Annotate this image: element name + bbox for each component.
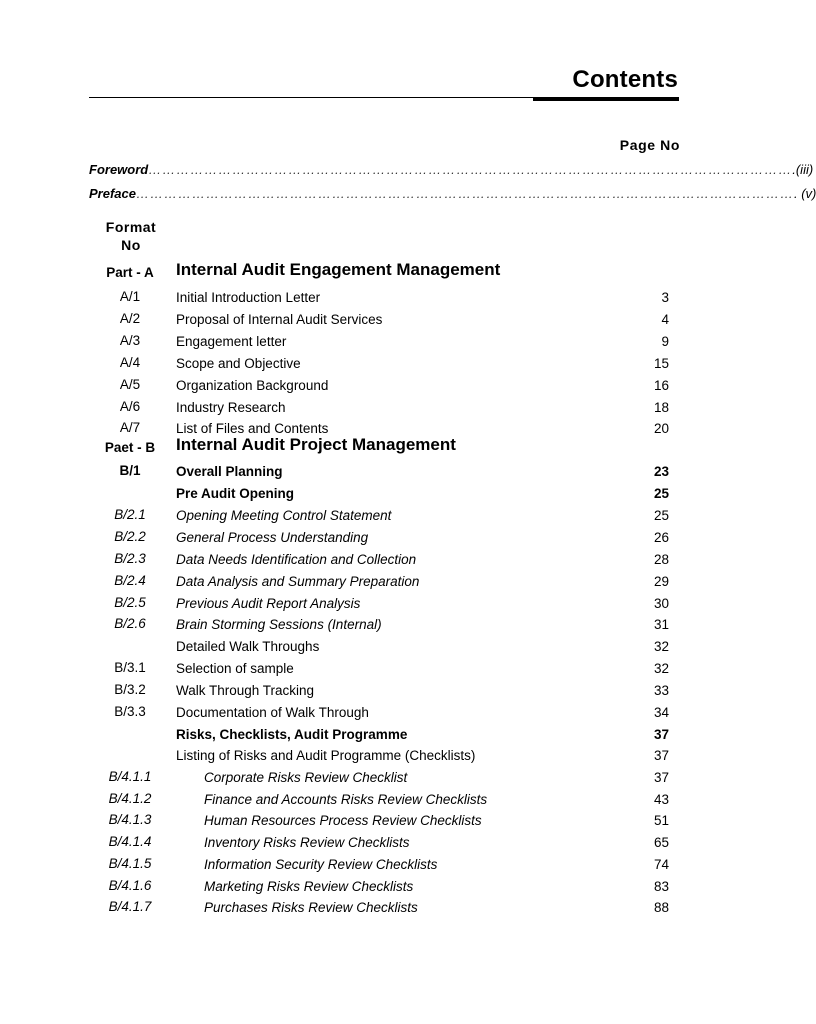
entry-title: Selection of sample (176, 661, 294, 676)
entry-title: Engagement letter (176, 334, 287, 349)
entry-title: Human Resources Process Review Checklists (204, 813, 482, 828)
format-code: B/2.2 (114, 529, 146, 544)
format-code: B/4.1.5 (108, 856, 152, 871)
toc-entry[interactable] (89, 311, 669, 332)
format-code: B/4.1.1 (108, 769, 152, 784)
entry-title: Initial Introduction Letter (176, 290, 321, 305)
format-code: B/3.3 (114, 704, 146, 719)
entry-title: Overall Planning (176, 464, 283, 479)
entry-page-number: 74 (653, 857, 669, 872)
format-code: A/7 (119, 420, 141, 435)
toc-entry[interactable] (89, 638, 669, 659)
format-code: B/4.1.7 (108, 899, 152, 914)
toc-entry[interactable] (89, 463, 669, 484)
entry-page-number: 3 (661, 290, 669, 305)
entry-page-number: 88 (653, 900, 669, 915)
entry-title: Risks, Checklists, Audit Programme (176, 727, 408, 742)
page-title: Contents (572, 66, 678, 93)
entry-title: Opening Meeting Control Statement (176, 508, 392, 523)
toc-entry[interactable] (89, 812, 669, 833)
entry-page-number: 30 (653, 596, 669, 611)
toc-entry[interactable] (89, 704, 669, 725)
format-code: B/4.1.3 (108, 812, 152, 827)
entry-title: Internal Audit Engagement Management (176, 260, 501, 279)
entry-page-number: 51 (653, 813, 669, 828)
toc-section-heading[interactable] (89, 435, 669, 461)
entry-page-number: 37 (653, 748, 669, 763)
entry-title: Proposal of Internal Audit Services (176, 312, 383, 327)
format-code: B/2.5 (114, 595, 146, 610)
entry-title: Marketing Risks Review Checklists (204, 879, 414, 894)
entry-title: List of Files and Contents (176, 421, 329, 436)
entry-title: Organization Background (176, 378, 329, 393)
entry-title: Internal Audit Project Management (176, 435, 456, 454)
entry-title: Brain Storming Sessions (Internal) (176, 617, 382, 632)
entry-title: Industry Research (176, 400, 286, 415)
toc-entry[interactable] (89, 769, 669, 790)
toc-entry[interactable] (89, 289, 669, 310)
toc-entry[interactable] (89, 616, 669, 637)
entry-page-number: 37 (653, 770, 669, 785)
entry-page-number: 65 (653, 835, 669, 850)
toc-entry[interactable] (89, 682, 669, 703)
format-code: B/4.1.6 (108, 878, 152, 893)
entry-title: Scope and Objective (176, 356, 301, 371)
entry-title: General Process Understanding (176, 530, 369, 545)
entry-page-number: 16 (653, 378, 669, 393)
toc-entry[interactable] (89, 399, 669, 420)
entry-page-number: 43 (653, 792, 669, 807)
format-code: B/4.1.2 (108, 791, 152, 806)
toc-entry[interactable] (89, 573, 669, 594)
entry-title: Data Analysis and Summary Preparation (176, 574, 420, 589)
entry-title: Inventory Risks Review Checklists (204, 835, 410, 850)
toc-entry[interactable] (89, 899, 669, 920)
format-code: A/3 (119, 333, 141, 348)
entry-page-number: 33 (653, 683, 669, 698)
format-no-header-line2: No (121, 237, 141, 253)
toc-entry[interactable] (89, 595, 669, 616)
entry-title: Detailed Walk Throughs (176, 639, 320, 654)
entry-title: Corporate Risks Review Checklist (204, 770, 408, 785)
toc-entry[interactable] (89, 507, 669, 528)
page-no-header: Page No (619, 137, 680, 153)
toc-entry[interactable] (89, 791, 669, 812)
format-code: B/3.2 (114, 682, 146, 697)
format-code: Paet - B (104, 440, 156, 455)
front-matter-entry-preface[interactable] (89, 186, 816, 204)
entry-page-number: 18 (653, 400, 669, 415)
format-no-header-line1: Format (105, 219, 157, 235)
entry-title: Previous Audit Report Analysis (176, 596, 361, 611)
toc-entry[interactable] (89, 726, 669, 747)
title-underline-accent (533, 98, 679, 101)
toc-entry[interactable] (89, 551, 669, 572)
format-code: A/1 (119, 289, 141, 304)
entry-title: Finance and Accounts Risks Review Checklists (204, 792, 488, 807)
entry-page-number: 32 (653, 639, 669, 654)
entry-page: .(iii) (792, 162, 814, 177)
front-matter-entry-foreword[interactable] (89, 162, 814, 180)
leader-dots: …………………………………………………………………………………………………………………………… (135, 186, 794, 201)
format-code: A/5 (119, 377, 141, 392)
format-code: A/2 (119, 311, 141, 326)
entry-page: . (v) (793, 186, 816, 201)
entry-title: Purchases Risks Review Checklists (204, 900, 418, 915)
entry-page-number: 31 (653, 617, 669, 632)
toc-section-heading[interactable] (89, 260, 669, 286)
entry-label: Foreword (89, 162, 149, 177)
format-code: B/2.4 (114, 573, 146, 588)
toc-entry[interactable] (89, 878, 669, 899)
entry-title: Data Needs Identification and Collection (176, 552, 417, 567)
entry-page-number: 37 (653, 727, 669, 742)
leader-dots: ………………………………………………………………………………………………………………………… (148, 162, 793, 177)
entry-label: Preface (89, 186, 136, 201)
entry-page-number: 25 (653, 508, 669, 523)
entry-page-number: 23 (653, 464, 669, 479)
toc-entry[interactable] (89, 377, 669, 398)
entry-title: Information Security Review Checklists (204, 857, 438, 872)
toc-entry[interactable] (89, 485, 669, 506)
entry-page-number: 29 (653, 574, 669, 589)
entry-page-number: 4 (661, 312, 669, 327)
entry-title: Listing of Risks and Audit Programme (Checklists) (176, 748, 476, 763)
format-code: A/4 (119, 355, 141, 370)
entry-page-number: 15 (653, 356, 669, 371)
entry-title: Pre Audit Opening (176, 486, 294, 501)
format-code: Part - A (106, 265, 154, 280)
format-code: B/2.1 (114, 507, 146, 522)
toc-entry[interactable] (89, 834, 669, 855)
toc-entry[interactable] (89, 660, 669, 681)
entry-page-number: 26 (653, 530, 669, 545)
toc-entry[interactable] (89, 747, 669, 768)
entry-title: Walk Through Tracking (176, 683, 315, 698)
entry-title: Documentation of Walk Through (176, 705, 369, 720)
format-code: B/4.1.4 (108, 834, 152, 849)
toc-entry[interactable] (89, 856, 669, 877)
entry-page-number: 20 (653, 421, 669, 436)
entry-page-number: 9 (661, 334, 669, 349)
format-no-header (95, 218, 167, 254)
entry-page-number: 34 (653, 705, 669, 720)
format-code: B/1 (119, 463, 141, 478)
format-code: B/3.1 (114, 660, 146, 675)
toc-entry[interactable] (89, 355, 669, 376)
toc-entry[interactable] (89, 333, 669, 354)
format-code: B/2.3 (114, 551, 146, 566)
toc-entry[interactable] (89, 529, 669, 550)
format-code: A/6 (119, 399, 141, 414)
entry-page-number: 32 (653, 661, 669, 676)
format-code: B/2.6 (114, 616, 146, 631)
entry-page-number: 83 (653, 879, 669, 894)
entry-page-number: 28 (653, 552, 669, 567)
entry-page-number: 25 (653, 486, 669, 501)
